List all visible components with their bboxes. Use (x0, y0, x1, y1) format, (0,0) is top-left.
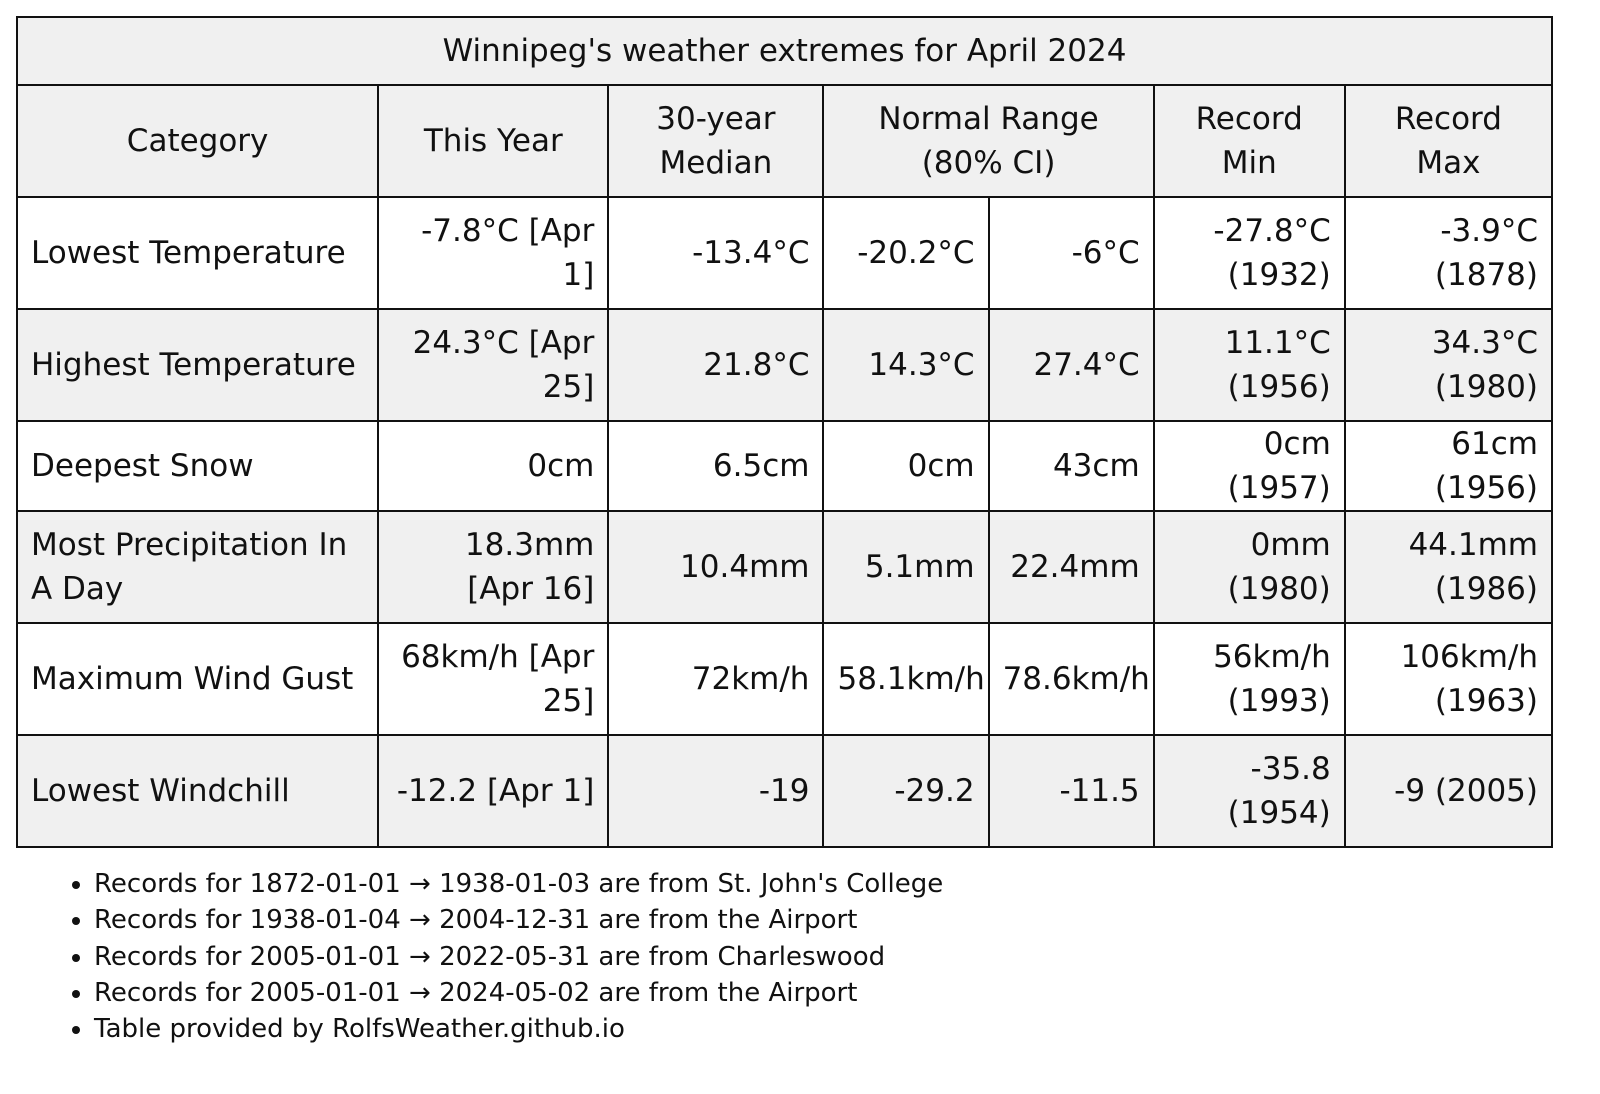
header-record-min: Record Min (1154, 85, 1345, 197)
range-high-cell: 22.4mm (989, 511, 1154, 623)
source-note: • Records for 2005-01-01 → 2022-05-31 are from Charleswood (94, 939, 943, 975)
range-high-cell: 27.4°C (989, 309, 1154, 421)
weather-extremes-table (16, 16, 1553, 848)
record-max-cell: 61cm (1956) (1345, 421, 1552, 511)
this-year-cell: -7.8°C [Apr 1] (378, 197, 608, 309)
this-year-cell: 68km/h [Apr 25] (378, 623, 608, 735)
range-high-cell: 78.6km/h (989, 623, 1154, 735)
range-high-cell: -6°C (989, 197, 1154, 309)
range-low-cell: 58.1km/h (823, 623, 988, 735)
source-note: • Records for 2005-01-01 → 2024-05-02 are from the Airport (94, 975, 943, 1011)
range-low-cell: 5.1mm (823, 511, 988, 623)
median-cell: 10.4mm (608, 511, 823, 623)
median-cell: 6.5cm (608, 421, 823, 511)
range-low-cell: 14.3°C (823, 309, 988, 421)
record-min-cell: 0cm (1957) (1154, 421, 1345, 511)
record-max-cell: -9 (2005) (1345, 735, 1552, 847)
source-note: • Records for 1938-01-04 → 2004-12-31 are from the Airport (94, 902, 943, 938)
record-min-cell: 0mm (1980) (1154, 511, 1345, 623)
header-this-year: This Year (378, 85, 608, 197)
range-low-cell: 0cm (823, 421, 988, 511)
category-cell: Maximum Wind Gust (17, 623, 378, 735)
this-year-cell: -12.2 [Apr 1] (378, 735, 608, 847)
median-cell: -13.4°C (608, 197, 823, 309)
median-cell: 72km/h (608, 623, 823, 735)
table-row (17, 197, 1552, 309)
category-cell: Highest Temperature (17, 309, 378, 421)
category-cell: Deepest Snow (17, 421, 378, 511)
record-max-cell: 106km/h (1963) (1345, 623, 1552, 735)
header-row (17, 85, 1552, 197)
table-row (17, 421, 1552, 511)
record-max-cell: 44.1mm (1986) (1345, 511, 1552, 623)
table-row (17, 623, 1552, 735)
table-row (17, 511, 1552, 623)
range-low-cell: -20.2°C (823, 197, 988, 309)
source-note: • Table provided by RolfsWeather.github.io (94, 1011, 943, 1047)
this-year-cell: 24.3°C [Apr 25] (378, 309, 608, 421)
record-min-cell: -35.8 (1954) (1154, 735, 1345, 847)
record-max-cell: -3.9°C (1878) (1345, 197, 1552, 309)
record-max-cell: 34.3°C (1980) (1345, 309, 1552, 421)
median-cell: -19 (608, 735, 823, 847)
record-min-cell: 56km/h (1993) (1154, 623, 1345, 735)
header-category: Category (17, 85, 378, 197)
table-row (17, 735, 1552, 847)
header-median: 30-year Median (608, 85, 823, 197)
source-notes-list (44, 866, 943, 1047)
category-cell: Lowest Temperature (17, 197, 378, 309)
table-row (17, 309, 1552, 421)
this-year-cell: 0cm (378, 421, 608, 511)
this-year-cell: 18.3mm [Apr 16] (378, 511, 608, 623)
table-title: Winnipeg's weather extremes for April 2024 (17, 17, 1552, 85)
header-normal-range: Normal Range (80% CI) (823, 85, 1153, 197)
category-cell: Most Precipitation In A Day (17, 511, 378, 623)
record-min-cell: 11.1°C (1956) (1154, 309, 1345, 421)
range-low-cell: -29.2 (823, 735, 988, 847)
header-record-max: Record Max (1345, 85, 1552, 197)
record-min-cell: -27.8°C (1932) (1154, 197, 1345, 309)
range-high-cell: -11.5 (989, 735, 1154, 847)
median-cell: 21.8°C (608, 309, 823, 421)
category-cell: Lowest Windchill (17, 735, 378, 847)
range-high-cell: 43cm (989, 421, 1154, 511)
source-note: • Records for 1872-01-01 → 1938-01-03 are from St. John's College (94, 866, 943, 902)
